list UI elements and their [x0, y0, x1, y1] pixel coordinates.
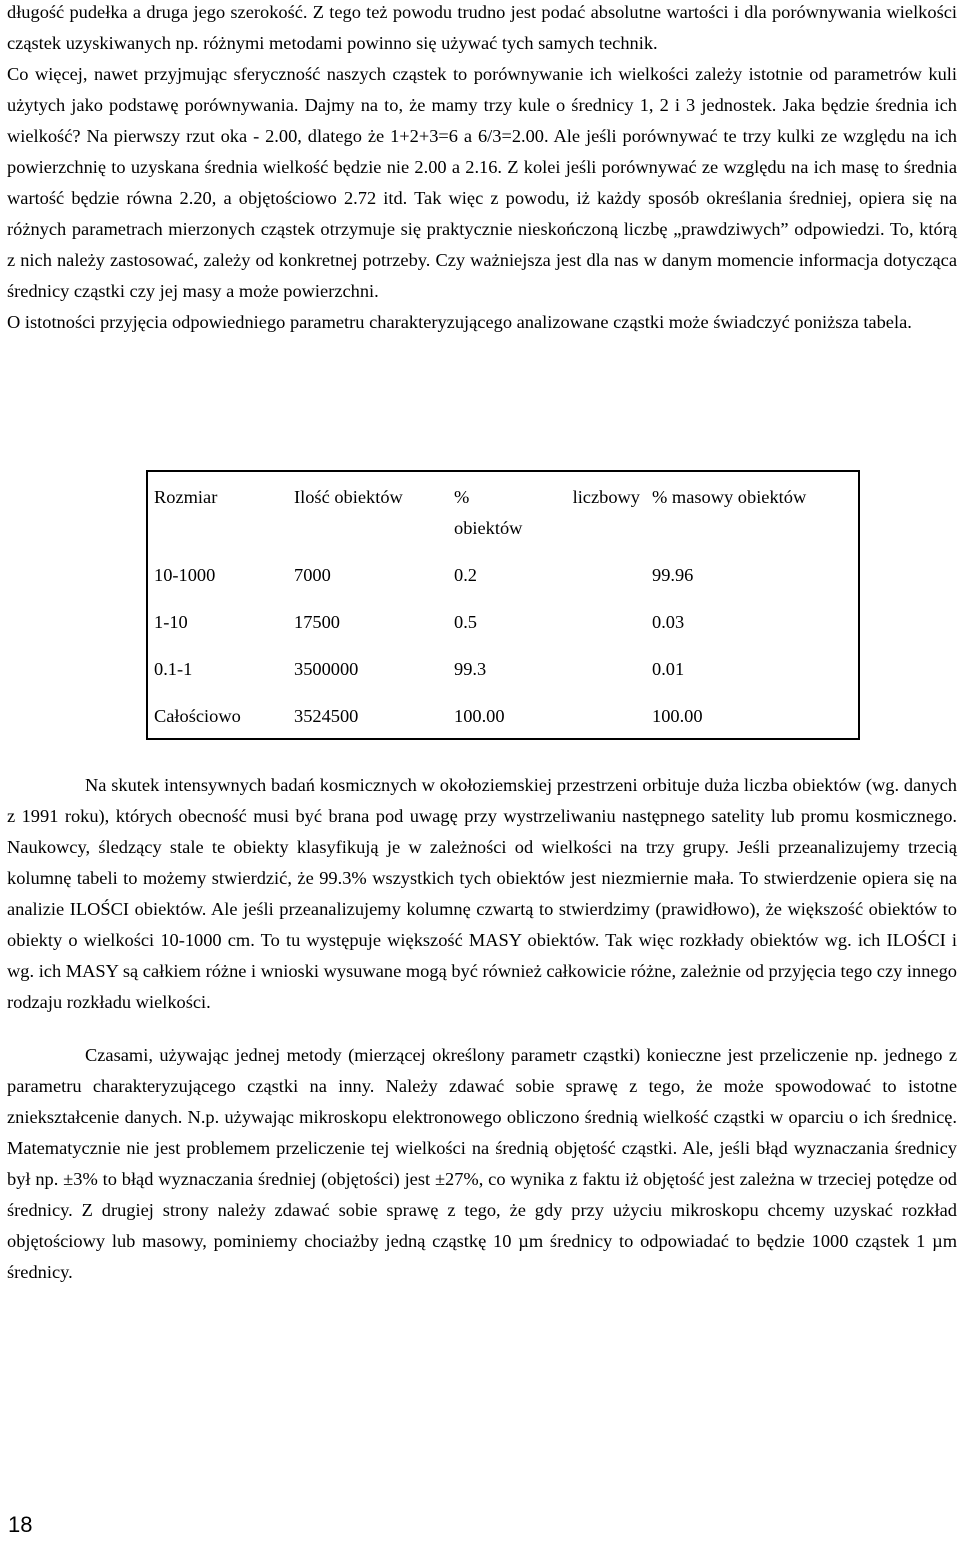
table-cell: 3524500 — [294, 706, 359, 726]
table-cell: 99.3 — [454, 659, 487, 679]
header-cell-count: Ilość obiektów — [294, 487, 403, 507]
table-cell: 100.00 — [454, 706, 505, 726]
document-lower-text — [7, 770, 957, 1288]
table-row — [147, 550, 859, 597]
size-distribution-table — [146, 470, 860, 740]
paragraph-3: O istotności przyjęcia odpowiedniego parametru charakteryzującego analizowane cząstki może świadczyć poniższa tabela. — [7, 312, 912, 332]
table-cell: 3500000 — [294, 659, 359, 679]
table-cell: 7000 — [294, 565, 331, 585]
header-cell-count-percent — [448, 471, 646, 550]
table-cell: 17500 — [294, 612, 340, 632]
paragraph-1: długość pudełka a druga jego szerokość. Z tego też powodu trudno jest podać absolutne wartości i dla porównywania wielkości cząstek uzyskiwanych np. różnymi metodami powinno się używać tych samych technik. — [7, 2, 957, 53]
header-numeric-word: liczbowy — [572, 487, 640, 507]
table-cell: 99.96 — [652, 565, 694, 585]
table-cell: 0.5 — [454, 612, 477, 632]
paragraph-5: Czasami, używając jednej metody (mierzącej określony parametr cząstki) konieczne jest przeliczenie np. jednego z parametru charakteryzującego cząstki na inny. Należy zdawać sobie sprawę z tego, że może spowodować to istotne zniekształcenie danych. N.p. używając mikroskopu elektronowego obliczono średnią wielkość cząstki w oparciu o ich średnicę. Matematycznie nie jest problemem przeliczenie tej wielkości na średnią objętość cząstki. Ale, jeśli błąd wyznaczania średnicy był np. ±3% to błąd wyznaczania średniej (objętości) jest ±27%, co wynika z faktu iż objętość jest zależna w trzeciej potędze od średnicy. Z drugiej strony należy zdawać sobie sprawę z tego, że gdy przy użyciu mikroskopu chcemy uzyskać rozkład objętościowy lub masowy, pominiemy chociażby jedną cząstkę 10 µm średnicy to odpowiadać to będzie 1000 cząstek 1 µm średnicy. — [7, 1045, 957, 1282]
paragraph-4: Na skutek intensywnych badań kosmicznych w okołoziemskiej przestrzeni orbituje duża liczba obiektów (wg. danych z 1991 roku), których obecność musi być brana pod uwagę przy wystrzeliwaniu następnego satelity lub promu kosmicznego. Naukowcy, śledzący stale te obiekty klasyfikują je w zależności od wielkości na trzy grupy. Jeśli przeanalizujemy trzecią kolumnę tabeli to możemy stwierdzić, że 99.3% wszystkich tych obiektów jest niezmiernie mała. To stwierdzenie opiera się na analizie ILOŚCI obiektów. Ale jeśli przeanalizujemy kolumnę czwartą to stwierdzimy (prawidłowo), że większość obiektów to obiekty o wielkości 10-1000 cm. To tu występuje większość MASY obiektów. Tak więc rozkłady obiektów wg. ich ILOŚCI i wg. ich MASY są całkiem różne i wnioski wysuwane mogą być również całkowicie różne, zależnie od przyjęcia tego czy innego rodzaju rozkładu wielkości. — [7, 775, 957, 1012]
table-cell: 0.2 — [454, 565, 477, 585]
page-number: 18 — [8, 1512, 33, 1537]
table-cell: 0.1-1 — [154, 659, 193, 679]
table-cell: 10-1000 — [154, 565, 216, 585]
header-cell-mass-percent: % masowy obiektów — [652, 487, 807, 507]
paragraph-2: Co więcej, nawet przyjmując sferyczność naszych cząstek to porównywanie ich wielkości zależy istotnie od parametrów kuli użytych jako podstawę porównywania. Dajmy na to, że mamy trzy kule o średnicy 1, 2 i 3 jednostek. Jaka będzie średnia ich wielkość? Na pierwszy rzut oka - 2.00, dlatego że 1+2+3=6 a 6/3=2.00. Ale jeśli porównywać te trzy kulki ze względu na ich powierzchnię to uzyskana średnia wielkość będzie nie 2.00 a 2.16. Z kolei jeśli porównywać ze względu na ich masę to średnia wartość będzie równa 2.20, a objętościowo 2.72 itd. Tak więc z powodu, iż każdy sposób określania średniej, opiera się na różnych parametrach mierzonych cząstek otrzymuje się praktycznie nieskończoną liczbę „prawdziwych” odpowiedzi. To, którą z nich należy zastosować, zależy od konkretnej potrzeby. Czy ważniejsza jest dla nas w danym momencie informacja dotycząca średnicy cząstki czy jej masy a może powierzchni. — [7, 64, 957, 301]
table-header-row — [147, 471, 859, 550]
header-objects-word: obiektów — [454, 518, 523, 538]
table-row — [147, 691, 859, 739]
table-row — [147, 597, 859, 644]
table-cell: 0.03 — [652, 612, 685, 632]
table-cell: 100.00 — [652, 706, 703, 726]
table-cell: 1-10 — [154, 612, 188, 632]
header-percent-sign: % — [454, 487, 470, 507]
table-cell: 0.01 — [652, 659, 685, 679]
table-cell: Całościowo — [154, 706, 241, 726]
table-row — [147, 644, 859, 691]
header-cell-size: Rozmiar — [154, 487, 218, 507]
document-page — [7, 0, 957, 338]
